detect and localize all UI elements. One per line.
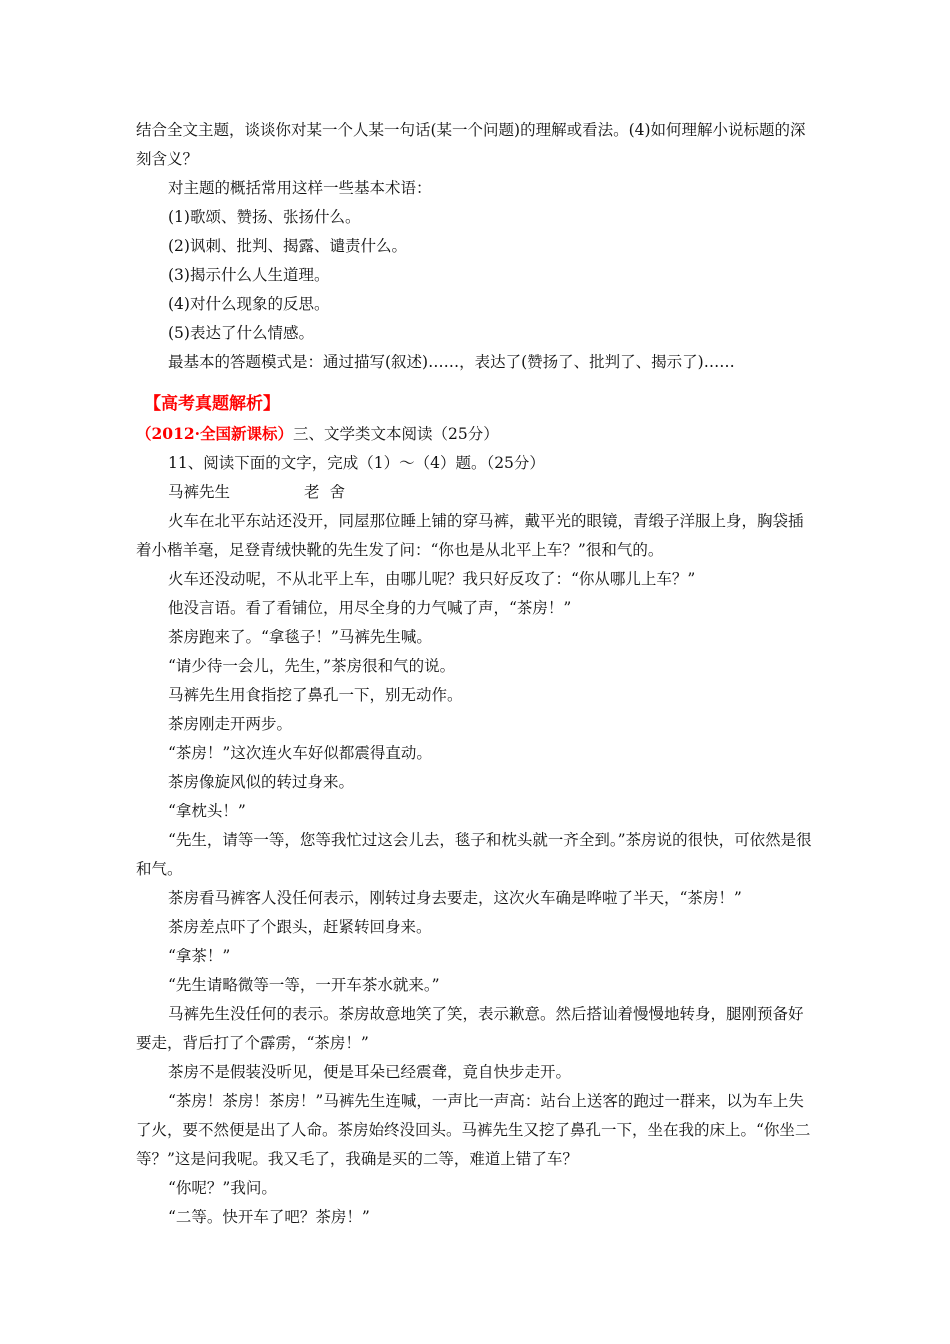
section-heading: 【高考真题解析】 [144, 394, 280, 414]
story-paragraph: “茶房！茶房！茶房！”马裤先生连喊，一声比一声高：站台上送客的跑过一群来，以为车上失了火，要不然便是出了人命。茶房始终没回头。马裤先生又挖了鼻孔一下，坐在我的床上。“你坐二等？”这是问我呢。我又毛了，我确是买的二等，难道上错了车？ [136, 1092, 811, 1168]
story-paragraph: “拿茶！” [168, 947, 231, 965]
source-line [136, 419, 816, 449]
story-paragraph: 茶房像旋风似的转过身来。 [168, 773, 355, 791]
story-paragraph: “茶房！”这次连火车好似都震得直动。 [168, 744, 432, 762]
story-paragraph: “拿枕头！” [168, 802, 246, 820]
story-paragraph: “先生请略微等一等，一开车茶水就来。” [168, 976, 440, 994]
story-author: 老舍 [304, 483, 356, 501]
story-paragraph: 茶房跑来了。“拿毯子！”马裤先生喊。 [168, 628, 432, 646]
story-paragraph: 茶房差点吓了个跟头，赶紧转回身来。 [168, 918, 432, 936]
term-item: (3)揭示什么人生道理。 [168, 266, 330, 284]
answer-pattern: 最基本的答题模式是：通过描写(叙述)……，表达了(赞扬了、批判了、揭示了)…… [168, 353, 735, 371]
term-item: (1)歌颂、赞扬、张扬什么。 [168, 208, 361, 226]
document-content [136, 116, 816, 1232]
story-paragraph: 茶房不是假装没听见，便是耳朵已经震聋，竟自快步走开。 [168, 1063, 572, 1081]
story-paragraph: 马裤先生没任何的表示。茶房故意地笑了笑，表示歉意。然后搭讪着慢慢地转身，腿刚预备好要走，背后打了个霹雳，“茶房！” [136, 1005, 804, 1052]
story-paragraph: 火车还没动呢，不从北平上车，由哪儿呢？我只好反攻了：“你从哪儿上车？” [168, 570, 696, 588]
story-paragraph: 茶房看马裤客人没任何表示，刚转过身去要走，这次火车确是哗啦了半天，“茶房！” [168, 889, 742, 907]
story-title-line [136, 478, 816, 507]
terms-intro: 对主题的概括常用这样一些基本术语： [168, 179, 432, 197]
intro-paragraph: 结合全文主题，谈谈你对某一个人某一句话(某一个问题)的理解或看法。(4)如何理解小说标题的深刻含义？ [136, 121, 806, 168]
source-rest: 三、文学类文本阅读（25分） [293, 425, 499, 443]
story-title: 马裤先生 [168, 483, 231, 501]
story-paragraph: 茶房刚走开两步。 [168, 715, 293, 733]
story-paragraph: “请少待一会儿，先生，”茶房很和气的说。 [168, 657, 456, 675]
story-paragraph: 马裤先生用食指挖了鼻孔一下，别无动作。 [168, 686, 463, 704]
term-item: (4)对什么现象的反思。 [168, 295, 330, 313]
term-item: (2)讽刺、批判、揭露、谴责什么。 [168, 237, 407, 255]
story-paragraph: 火车在北平东站还没开，同屋那位睡上铺的穿马裤，戴平光的眼镜，青缎子洋服上身，胸袋插着小楷羊毫，足登青绒快靴的先生发了问：“你也是从北平上车？”很和气的。 [136, 512, 804, 559]
story-paragraph: “你呢？”我问。 [168, 1179, 277, 1197]
story-paragraph: 他没言语。看了看铺位，用尽全身的力气喊了声，“茶房！” [168, 599, 572, 617]
story-paragraph: “先生，请等一等，您等我忙过这会儿去，毯子和枕头就一齐全到。”茶房说的很快，可依然是很和气。 [136, 831, 812, 878]
term-item: (5)表达了什么情感。 [168, 324, 314, 342]
source-tag: （2012·全国新课标） [136, 424, 294, 443]
question-line: 11、阅读下面的文字，完成（1）～（4）题。（25分） [168, 454, 545, 472]
story-paragraph: “二等。快开车了吧？茶房！” [168, 1208, 370, 1226]
